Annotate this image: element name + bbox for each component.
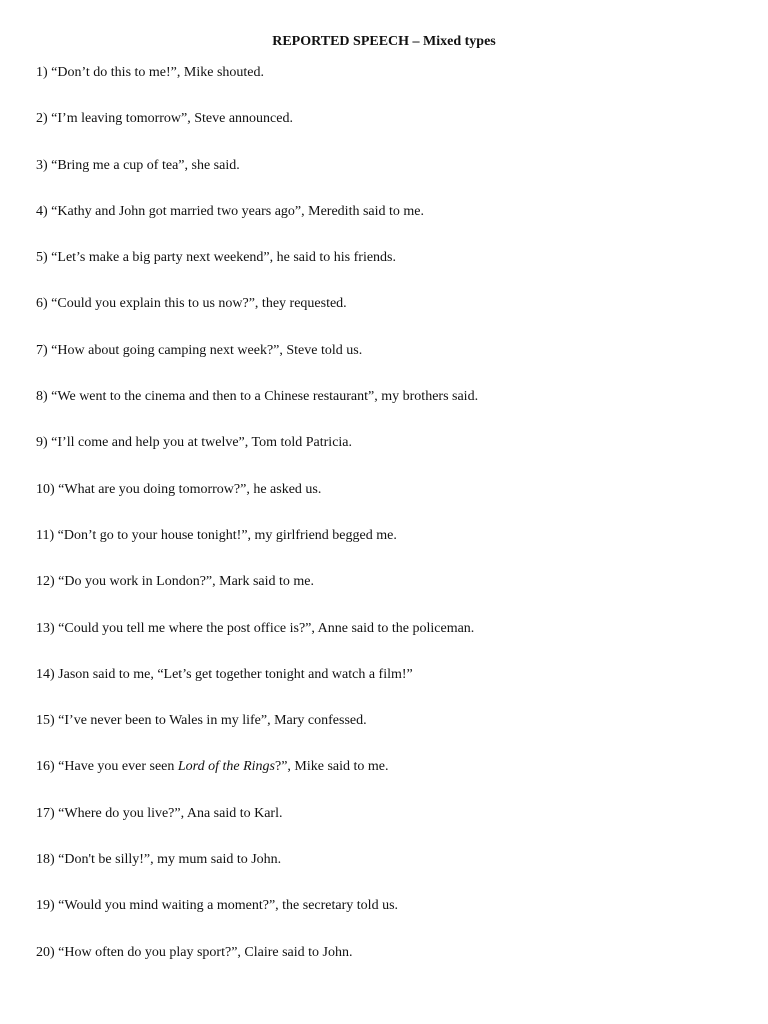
exercise-item [36, 757, 736, 803]
item-number: 8) [36, 389, 48, 405]
item-number: 17) [36, 805, 55, 821]
item-text: “Do you work in London?”, Mark said to me. [58, 574, 315, 590]
item-text: “I’ll come and help you at twelve”, Tom told Patricia. [51, 435, 353, 451]
item-text: “Bring me a cup of tea”, she said. [51, 157, 240, 173]
item-number: 19) [36, 898, 55, 914]
exercise-item [36, 619, 736, 665]
exercise-item [36, 804, 736, 850]
exercise-item [36, 341, 736, 387]
item-text: “Have you ever seen [58, 759, 178, 775]
exercise-item [36, 943, 736, 989]
item-number: 9) [36, 435, 48, 451]
item-text: “We went to the cinema and then to a Chinese restaurant”, my brothers said. [51, 389, 479, 405]
item-text: “Let’s make a big party next weekend”, he said to his friends. [51, 250, 397, 266]
item-number: 4) [36, 203, 48, 219]
item-text: “Don’t go to your house tonight!”, my girlfriend begged me. [57, 527, 397, 543]
item-number: 1) [36, 65, 48, 80]
worksheet-title: REPORTED SPEECH – Mixed types [272, 34, 496, 49]
item-text: “I’ve never been to Wales in my life”, Mary confessed. [58, 713, 367, 729]
item-number: 14) [36, 666, 55, 682]
exercise-item [36, 109, 736, 155]
item-number: 16) [36, 759, 55, 775]
item-text-end: ?”, Mike said to me. [275, 759, 389, 775]
item-number: 20) [36, 944, 55, 960]
exercise-item [36, 572, 736, 618]
exercise-item [36, 665, 736, 711]
item-number: 15) [36, 713, 55, 729]
exercise-item [36, 156, 736, 202]
item-number: 3) [36, 157, 48, 173]
exercise-item [36, 248, 736, 294]
item-text: “Don’t do this to me!”, Mike shouted. [51, 65, 264, 80]
item-number: 6) [36, 296, 48, 312]
exercise-item [36, 387, 736, 433]
item-text: “How often do you play sport?”, Claire said to John. [58, 944, 353, 960]
item-text: “Where do you live?”, Ana said to Karl. [58, 805, 283, 821]
exercise-item [36, 896, 736, 942]
item-number: 10) [36, 481, 55, 497]
item-number: 7) [36, 342, 48, 358]
exercise-item [36, 480, 736, 526]
item-text: “Don't be silly!”, my mum said to John. [58, 852, 282, 868]
exercise-item [36, 850, 736, 896]
item-text: “Could you explain this to us now?”, they requested. [51, 296, 347, 312]
exercise-item [36, 294, 736, 340]
film-title: Lord of the Rings [177, 759, 275, 775]
item-text: “What are you doing tomorrow?”, he asked us. [58, 481, 322, 497]
exercise-list [36, 63, 736, 989]
item-number: 12) [36, 574, 55, 590]
item-text: Jason said to me, “Let’s get together tonight and watch a film!” [58, 666, 413, 682]
item-number: 13) [36, 620, 55, 636]
item-text: “Would you mind waiting a moment?”, the secretary told us. [58, 898, 399, 914]
exercise-item [36, 711, 736, 757]
exercise-item [36, 63, 736, 109]
item-text: “Kathy and John got married two years ago”, Meredith said to me. [51, 203, 425, 219]
exercise-item [36, 202, 736, 248]
item-number: 18) [36, 852, 55, 868]
item-text: “Could you tell me where the post office is?”, Anne said to the policeman. [58, 620, 475, 636]
item-text: “How about going camping next week?”, Steve told us. [51, 342, 363, 358]
item-number: 2) [36, 111, 48, 127]
item-text: “I’m leaving tomorrow”, Steve announced. [51, 111, 293, 127]
item-number: 5) [36, 250, 48, 266]
exercise-item [36, 526, 736, 572]
exercise-item [36, 433, 736, 479]
item-number: 11) [36, 527, 55, 543]
